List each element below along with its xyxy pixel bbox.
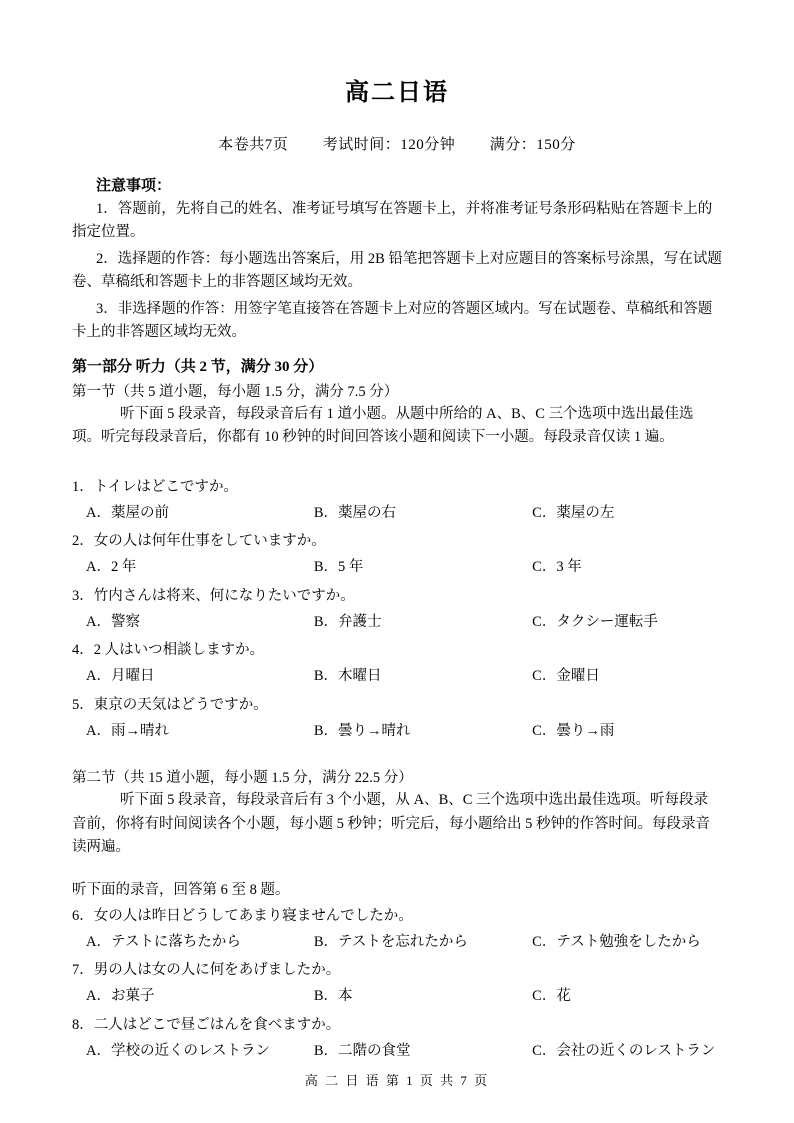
notice-item-2: 2．选择题的作答：每小题选出答案后，用 2B 铅笔把答题卡上对应题目的答案标号涂黑，写在试题卷、草稿纸和答题卡上的非答题区域均无效。 xyxy=(72,250,722,291)
option-c[interactable]: C．テスト勉強をしたから xyxy=(532,933,701,950)
option-c[interactable]: C．曇り→雨 xyxy=(532,722,615,739)
option-c[interactable]: C．会社の近くのレストラン xyxy=(532,1042,716,1059)
page-title: 高二日语 xyxy=(345,80,449,106)
option-c[interactable]: C．花 xyxy=(532,988,571,1005)
question-options xyxy=(72,986,722,1008)
option-b[interactable]: B．テストを忘れたから xyxy=(313,933,468,950)
option-a[interactable]: A．雨→晴れ xyxy=(86,722,169,739)
option-b[interactable]: B．薬屋の右 xyxy=(313,504,396,521)
option-b[interactable]: B．曇り→晴れ xyxy=(313,722,411,739)
question-options xyxy=(72,666,722,688)
notice-item-3: 3．非选择题的作答：用签字笔直接答在答题卡上对应的答题区域内。写在试题卷、草稿纸和答题卡上的非答题区域均无效。 xyxy=(72,300,713,341)
option-b[interactable]: B．5 年 xyxy=(313,559,364,576)
option-a[interactable]: A．学校の近くのレストラン xyxy=(86,1042,271,1059)
question-stem: 7．男の人は女の人に何をあげましたか。 xyxy=(72,962,341,979)
question-stem: 2．女の人は何年仕事をしていますか。 xyxy=(72,533,326,550)
option-a[interactable]: A．警察 xyxy=(86,613,140,630)
section1-desc: 听下面 5 段录音，每段录音后有 1 道小题。从题中所给的 A、B、C 三个选项中选出最佳选项。听完每段录音后，你都有 10 秒钟的时间回答该小题和阅读下一小题。每段录音仅读 1 遍。 xyxy=(72,405,694,446)
part-title: 第一部分 听力（共 2 节，满分 30 分） xyxy=(72,358,324,375)
option-b[interactable]: B．弁護士 xyxy=(313,613,382,630)
question-stem: 5．東京の天気はどうですか。 xyxy=(72,696,268,713)
page-footer: 高 二 日 语 第 1 页 共 7 页 xyxy=(304,1073,490,1088)
exam-time: 考试时间：120分钟 xyxy=(322,137,456,153)
question-stem: 3．竹内さんは将来、何になりたいですか。 xyxy=(72,587,355,604)
question-options xyxy=(72,503,722,525)
notice-item-1: 1．答题前，先将自己的姓名、准考证号填写在答题卡上，并将准考证号条形码粘贴在答题卡上的指定位置。 xyxy=(72,201,713,241)
option-a[interactable]: A．薬屋の前 xyxy=(86,504,169,521)
question-stem: 4．2 人はいつ相談しますか。 xyxy=(72,642,265,659)
option-b[interactable]: B．本 xyxy=(313,988,353,1005)
question-stem: 6．女の人は昨日どうしてあまり寝ませんでしたか。 xyxy=(72,907,413,924)
notice-heading: 注意事项： xyxy=(96,178,172,194)
question-stem: 1．トイレはどこですか。 xyxy=(72,478,239,495)
question-options xyxy=(72,932,722,954)
option-a[interactable]: A．月曜日 xyxy=(86,668,155,685)
option-b[interactable]: B．木曜日 xyxy=(313,668,382,685)
section2-lead: 听下面的录音，回答第 6 至 8 题。 xyxy=(72,881,290,898)
question-options xyxy=(72,557,722,579)
option-c[interactable]: C．3 年 xyxy=(532,559,582,576)
question-options xyxy=(72,721,722,743)
option-c[interactable]: C．金曜日 xyxy=(532,668,600,685)
section2-title: 第二节（共 15 道小题，每小题 1.5 分，满分 22.5 分） xyxy=(72,770,413,787)
question-stem: 8．二人はどこで昼ごはんを食べますか。 xyxy=(72,1016,341,1033)
exam-meta xyxy=(72,133,722,154)
exam-score: 满分：150分 xyxy=(489,137,576,153)
option-a[interactable]: A．2 年 xyxy=(86,559,137,576)
question-options xyxy=(72,612,722,634)
option-b[interactable]: B．二階の食堂 xyxy=(313,1042,411,1059)
option-c[interactable]: C．タクシー運転手 xyxy=(532,613,658,630)
exam-pages: 本卷共7页 xyxy=(218,137,289,153)
section2-desc: 听下面 5 段录音，每段录音后有 3 个小题，从 A、B、C 三个选项中选出最佳选项。听每段录音前，你将有时间阅读各个小题，每小题 5 秒钟；听完后，每小题给出 5 秒钟的作答时间。每段录音读两遍。 xyxy=(72,792,710,856)
option-a[interactable]: A．お菓子 xyxy=(86,988,155,1005)
option-a[interactable]: A．テストに落ちたから xyxy=(86,933,241,950)
section1-title: 第一节（共 5 道小题，每小题 1.5 分，满分 7.5 分） xyxy=(72,383,399,400)
option-c[interactable]: C．薬屋の左 xyxy=(532,504,615,521)
question-options xyxy=(72,1041,722,1063)
